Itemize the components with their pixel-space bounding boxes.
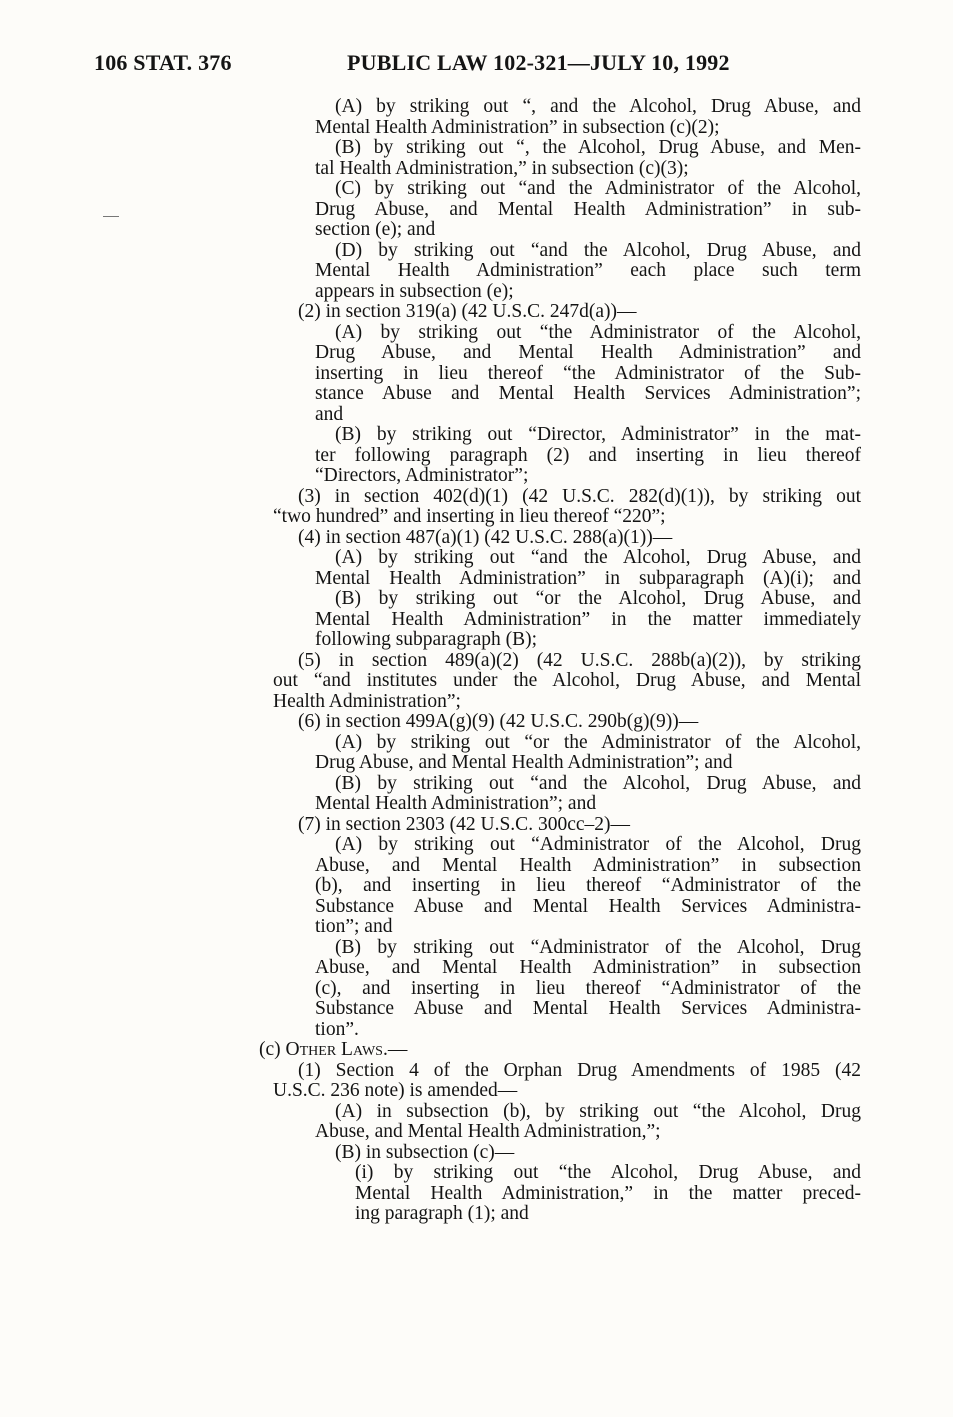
text-line: (B) by striking out “and the Alcohol, Drug Abuse, and xyxy=(335,772,861,794)
text-line: (c), and inserting in lieu thereof “Administrator of the xyxy=(315,977,861,999)
text-line: (7) in section 2303 (42 U.S.C. 300cc–2)— xyxy=(298,813,630,835)
text-line: (A) by striking out “Administrator of the Alcohol, Drug xyxy=(335,834,861,855)
text-line: (c) Other Laws.— xyxy=(259,1039,408,1060)
text-line: tal Health Administration,” in subsection (c)(3); xyxy=(315,157,689,179)
text-line: tion”; and xyxy=(315,916,393,937)
text-line: “two hundred” and inserting in lieu thereof “220”; xyxy=(273,506,666,527)
margin-mark xyxy=(103,216,119,217)
text-line: (6) in section 499A(g)(9) (42 U.S.C. 290b(g)(9))— xyxy=(298,711,699,732)
text-line: (A) by striking out “or the Administrator of the Alcohol, xyxy=(335,731,861,753)
text-line: (A) in subsection (b), by striking out “the Alcohol, Drug xyxy=(335,1100,861,1122)
text-line: and xyxy=(315,403,344,425)
text-line: Mental Health Administration” in subsection (c)(2); xyxy=(315,116,720,138)
text-line: stance Abuse and Mental Health Services Administration”; xyxy=(315,383,861,404)
text-line: (B) by striking out “or the Alcohol, Drug Abuse, and xyxy=(335,588,861,609)
text-line: (i) by striking out “the Alcohol, Drug Abuse, and xyxy=(355,1162,861,1183)
text-line: (B) by striking out “, the Alcohol, Drug Abuse, and Men- xyxy=(335,137,861,158)
text-line: following subparagraph (B); xyxy=(315,629,538,650)
text-line: (A) by striking out “, and the Alcohol, Drug Abuse, and xyxy=(335,96,861,117)
law-title: PUBLIC LAW 102-321—JULY 10, 1992 xyxy=(347,50,730,75)
text-line: Substance Abuse and Mental Health Services Administra- xyxy=(315,895,861,917)
text-line: (B) in subsection (c)— xyxy=(335,1141,515,1163)
text-line: Mental Health Administration,” in the matter preced- xyxy=(355,1182,861,1204)
text-line: Abuse, and Mental Health Administration” in subsection xyxy=(315,957,861,978)
text-line: (A) by striking out “and the Alcohol, Drug Abuse, and xyxy=(335,547,861,568)
text-line: Abuse, and Mental Health Administration,”; xyxy=(315,1121,661,1142)
text-line: (5) in section 489(a)(2) (42 U.S.C. 288b(a)(2)), by striking xyxy=(298,649,861,671)
text-line: Drug Abuse, and Mental Health Administration” and xyxy=(315,342,861,363)
text-line: tion”. xyxy=(315,1018,359,1040)
text-line: ter following paragraph (2) and inserting in lieu thereof xyxy=(315,444,861,466)
text-line: (2) in section 319(a) (42 U.S.C. 247d(a))— xyxy=(298,301,637,322)
text-line: “Directors, Administrator”; xyxy=(315,465,529,486)
text-line: Mental Health Administration” in the matter immediately xyxy=(315,608,861,630)
text-line: Mental Health Administration”; and xyxy=(315,793,597,814)
text-line: Abuse, and Mental Health Administration” in subsection xyxy=(315,854,861,876)
text-line: (4) in section 487(a)(1) (42 U.S.C. 288(a)(1))— xyxy=(298,526,673,548)
text-line: U.S.C. 236 note) is amended— xyxy=(273,1080,518,1101)
page-reference: 106 STAT. 376 xyxy=(94,50,232,75)
text-line: (A) by striking out “the Administrator of the Alcohol, xyxy=(335,321,861,343)
text-line: (b), and inserting in lieu thereof “Administrator of the xyxy=(315,875,861,896)
text-line: Substance Abuse and Mental Health Services Administra- xyxy=(315,998,861,1019)
body-text xyxy=(259,96,861,1225)
text-line: (C) by striking out “and the Administrator of the Alcohol, xyxy=(335,178,861,199)
text-line: out “and institutes under the Alcohol, Drug Abuse, and Mental xyxy=(273,670,861,691)
text-line: ing paragraph (1); and xyxy=(355,1203,529,1224)
text-line: Mental Health Administration” each place such term xyxy=(315,260,861,281)
text-line: Drug Abuse, and Mental Health Administration”; and xyxy=(315,752,733,773)
page-header xyxy=(94,50,874,78)
text-line: section (e); and xyxy=(315,219,436,240)
text-line: inserting in lieu thereof “the Administrator of the Sub- xyxy=(315,362,861,384)
text-line: Drug Abuse, and Mental Health Administration” in sub- xyxy=(315,198,861,220)
text-line: (1) Section 4 of the Orphan Drug Amendments of 1985 (42 xyxy=(298,1059,861,1081)
text-line: Mental Health Administration” in subparagraph (A)(i); and xyxy=(315,567,861,589)
text-line: (3) in section 402(d)(1) (42 U.S.C. 282(d)(1)), by striking out xyxy=(298,485,861,507)
text-line: appears in subsection (e); xyxy=(315,280,514,302)
text-line: Health Administration”; xyxy=(273,690,461,712)
text-line: (B) by striking out “Administrator of the Alcohol, Drug xyxy=(335,936,861,958)
text-line: (D) by striking out “and the Alcohol, Drug Abuse, and xyxy=(335,239,861,261)
text-line: (B) by striking out “Director, Administrator” in the mat- xyxy=(335,424,861,445)
